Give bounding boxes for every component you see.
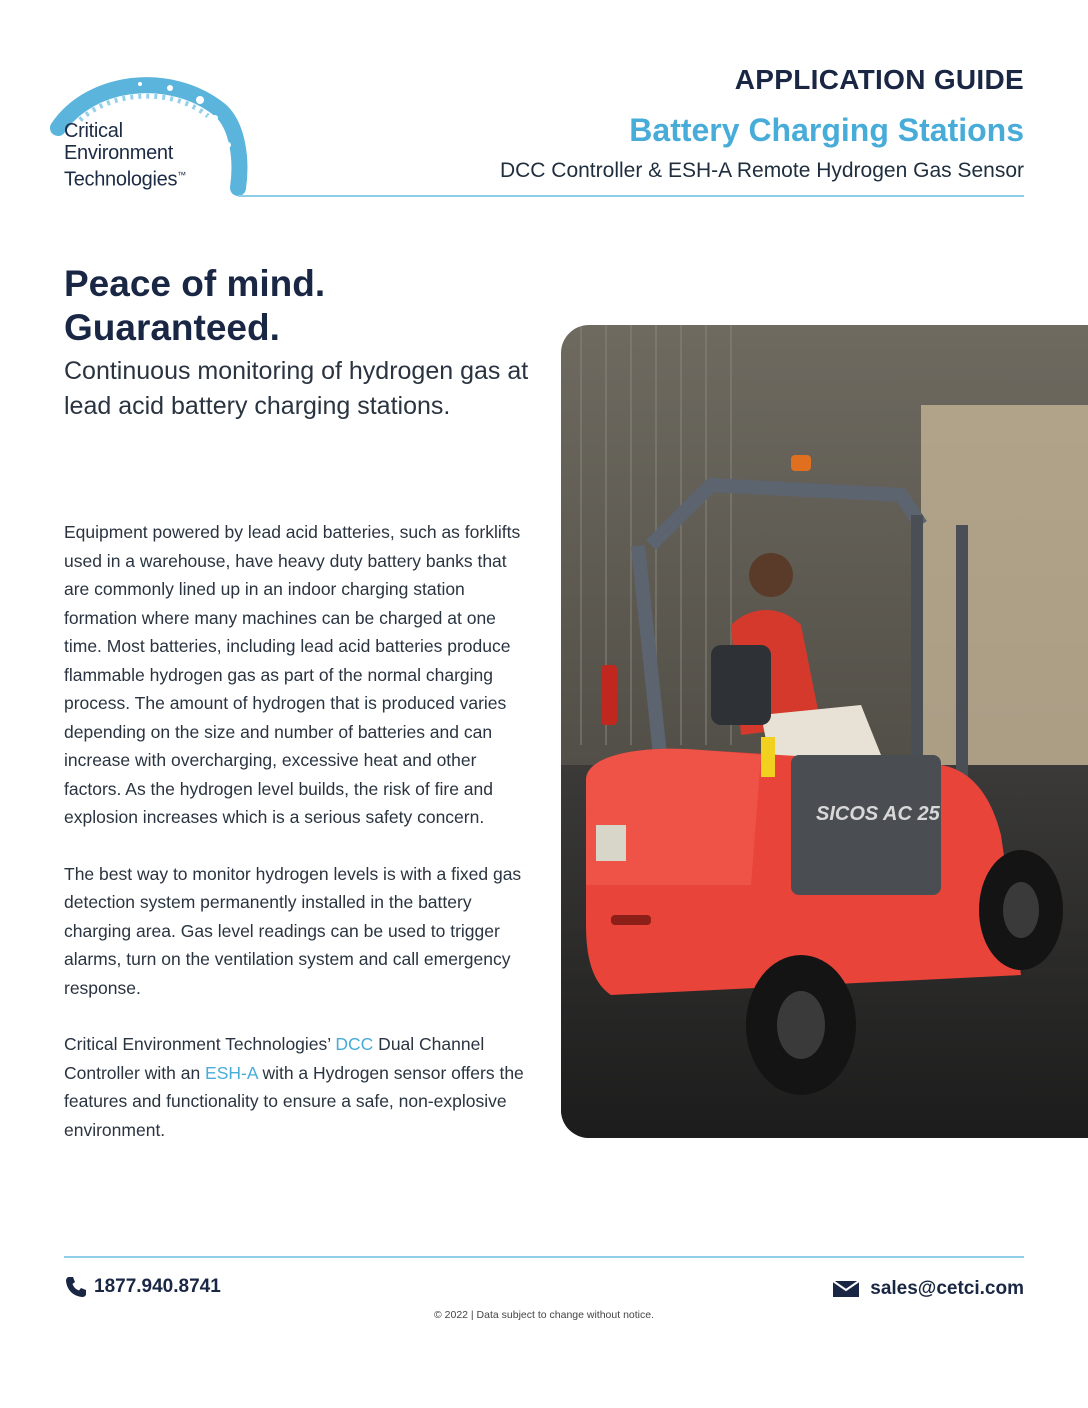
guide-label: APPLICATION GUIDE [734, 64, 1024, 95]
dcc-link[interactable]: DCC [335, 1034, 374, 1054]
phone-number[interactable]: 1877.940.8741 [94, 1276, 221, 1297]
footer-divider [64, 1256, 1024, 1258]
document-title: Battery Charging Stations [629, 112, 1024, 148]
para3-text-c: with a Hydrogen sensor offers the features and functionality to ensure a safe, non-explosive environment. [64, 1062, 524, 1140]
body-copy [64, 518, 532, 1172]
para3-text-a: Critical Environment Technologies’ [64, 1034, 336, 1054]
header-divider [238, 195, 1024, 197]
headline [64, 262, 325, 350]
esh-a-link[interactable]: ESH-A [205, 1062, 258, 1083]
body-paragraph-3 [64, 1030, 532, 1144]
body-paragraph-1: Equipment powered by lead acid batteries, such as forklifts used in a warehouse, have heavy duty battery banks that are commonly lined up in an indoor charging station formation where many machines can be charged at one time. Most batteries, including lead acid batteries produce flammable hydrogen gas as part of the normal charging process. The amount of hydrogen that is produced varies depending on the size and number of batteries and can increase with overcharging, excessive heat and other factors. As the hydrogen level builds, the risk of fire and explosion increases which is a serious safety concern. [64, 522, 521, 827]
forklift-photo [561, 325, 1088, 1138]
logo-wordmark [64, 120, 186, 191]
para3-text-b: Dual Channel Controller with an [64, 1034, 485, 1083]
logo-line-1: Critical [64, 120, 123, 142]
document-header [500, 60, 1024, 186]
phone-icon [64, 1275, 88, 1299]
body-paragraph-2: The best way to monitor hydrogen levels is with a fixed gas detection system permanently installed in the battery charging area. Gas level readings can be used to trigger alarms, turn on the ventilation system and call emergency response. [64, 863, 522, 998]
footer-phone[interactable] [64, 1275, 221, 1299]
forklift-model-label: SICOS AC 25 [816, 803, 940, 825]
email-address[interactable]: sales@cetci.com [870, 1278, 1024, 1299]
lede-paragraph: Continuous monitoring of hydrogen gas at lead acid battery charging stations. [64, 357, 529, 420]
copyright-notice: © 2022 | Data subject to change without notice. [433, 1309, 655, 1321]
headline-line-1: Peace of mind. [64, 263, 326, 304]
footer-email[interactable] [832, 1278, 1024, 1300]
logo-line-2: Environment [64, 142, 173, 164]
logo-trademark: ™ [177, 170, 186, 180]
headline-line-2: Guaranteed. [64, 307, 280, 348]
logo-line-3: Technologies [64, 168, 178, 191]
document-subtitle: DCC Controller & ESH-A Remote Hydrogen Gas Sensor [499, 159, 1024, 182]
forklift-illustration [561, 325, 1088, 1138]
mail-icon [832, 1280, 860, 1298]
